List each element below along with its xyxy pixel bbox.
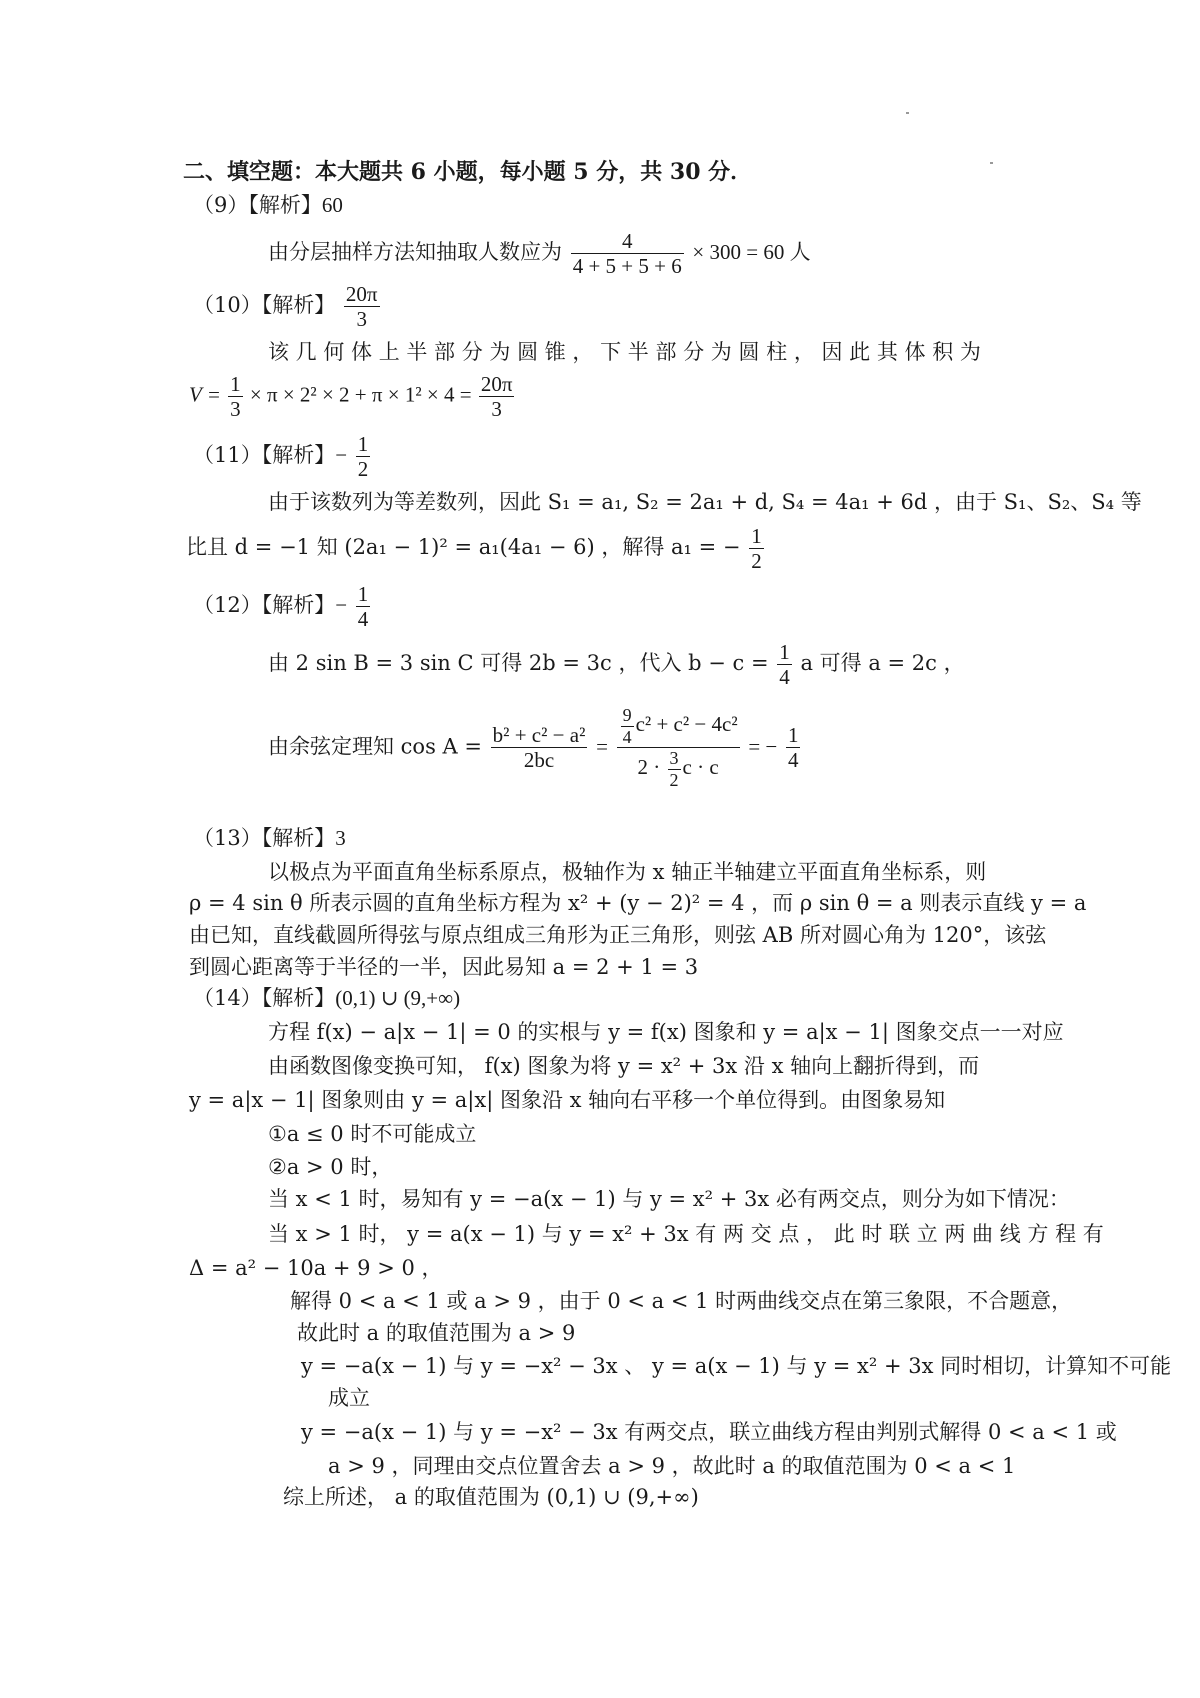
q14-line-15: 综上所述， a 的取值范围为 (0,1) ∪ (9,+∞)	[283, 1485, 699, 1509]
q10-volume-expression: × π × 2² × 2 + π × 1² × 4 =	[249, 382, 472, 407]
q11-text: 比且 d = −1 知 (2a₁ − 1)² = a₁(4a₁ − 6) ，解得 a₁ = −	[186, 535, 741, 560]
q12-line-2	[268, 705, 802, 791]
q10-fraction-2-numerator: 20π	[480, 372, 513, 396]
q12-fraction-1	[777, 640, 792, 689]
q12-result-sign: = −	[748, 734, 778, 759]
q14-line-11: y = −a(x − 1) 与 y = −x² − 3x 、 y = a(x − 1) 与 y = x² + 3x 同时相切，计算知不可能	[301, 1354, 1172, 1378]
q11-fraction-denominator: 2	[751, 549, 762, 574]
q12-three: 3	[669, 748, 679, 769]
q13-line-3: 由已知，直线截圆所得弦与原点组成三角形为正三角形，则弦 AB 所对圆心角为 120°，该弦	[189, 923, 1047, 947]
q11-fraction-numerator: 1	[751, 524, 762, 548]
q12-label: （12）【解析】	[193, 593, 336, 618]
q9-header	[193, 193, 343, 217]
section-title: 二、填空题：本大题共 6 小题，每小题 5 分，共 30 分．	[183, 159, 753, 185]
q12-fraction-4-denominator: 4	[787, 748, 799, 773]
q9-answer: 60	[321, 193, 343, 217]
q12-fraction-1-numerator: 1	[779, 640, 790, 664]
q9-fraction-denominator: 4 + 5 + 5 + 6	[572, 254, 682, 279]
q11-header	[193, 432, 372, 481]
q9-result: × 300 = 60 人	[692, 240, 811, 265]
q12-two: 2	[669, 770, 679, 791]
q10-line-2	[189, 372, 516, 421]
q14-line-6: 当 x < 1 时，易知有 y = −a(x − 1) 与 y = x² + 3x 必有两交点，则分为如下情况：	[268, 1187, 1070, 1211]
q10-v-prefix: V =	[189, 382, 221, 407]
q14-line-12: 成立	[328, 1386, 370, 1410]
q11-answer-sign: −	[335, 443, 348, 468]
q14-line-7: 当 x > 1 时， y = a(x − 1) 与 y = x² + 3x 有 两 交 点 ， 此 时 联 立 两 曲 线 方 程 有	[268, 1222, 1104, 1246]
q10-fraction-2	[479, 372, 515, 421]
q10-fraction-1-denominator: 3	[230, 397, 241, 422]
q14-line-4: ①a ≤ 0 时不可能成立	[268, 1122, 477, 1146]
q11-answer-fraction	[356, 432, 371, 481]
q12-answer-numerator: 1	[357, 582, 369, 606]
scan-speck	[990, 162, 993, 164]
q12-answer-sign: −	[335, 593, 348, 618]
q12-four: 4	[622, 726, 632, 747]
q12-cos-prefix: 由余弦定理知 cos A =	[268, 734, 482, 759]
q14-line-10: 故此时 a 的取值范围为 a > 9	[297, 1321, 576, 1345]
q12-fraction-2	[491, 723, 588, 772]
q12-fraction-4-numerator: 1	[787, 723, 799, 748]
q13-line-2: ρ = 4 sin θ 所表示圆的直角坐标方程为 x² + (y − 2)² = 4 ，而 ρ sin θ = a 则表示直线 y = a	[189, 891, 1087, 915]
q14-line-9: 解得 0 < a < 1 或 a > 9 ，由于 0 < a < 1 时两曲线交点在第三象限，不合题意，	[290, 1289, 1073, 1313]
q12-header	[193, 582, 372, 631]
q12-nine-quarters	[621, 705, 634, 747]
q9-fraction-numerator: 4	[571, 229, 684, 254]
q9-fraction	[571, 229, 684, 278]
q10-line-1: 该 几 何 体 上 半 部 分 为 圆 锥 ， 下 半 部 分 为 圆 柱 ， 因 此 其 体 积 为	[268, 340, 981, 364]
q10-answer-fraction	[344, 282, 380, 331]
q12-fraction-2-numerator: b² + c² − a²	[492, 723, 586, 748]
q11-label: （11）【解析】	[193, 443, 336, 468]
scan-speck	[906, 112, 909, 114]
q9-line	[268, 229, 811, 278]
q12-line-1	[268, 640, 965, 689]
q12-fraction-3-denominator	[617, 748, 740, 790]
q11-line-2	[186, 524, 766, 573]
q13-line-1: 以极点为平面直角坐标系原点，极轴作为 x 轴正半轴建立平面直角坐标系，则	[268, 860, 987, 884]
q11-line-1: 由于该数列为等差数列，因此 S₁ = a₁, S₂ = 2a₁ + d, S₄ = 4a₁ + 6d ，由于 S₁、S₂、S₄ 等	[268, 490, 1142, 514]
q13-label: （13）【解析】	[193, 826, 336, 850]
q10-label: （10）【解析】	[193, 293, 336, 318]
q9-label: （9）【解析】	[193, 193, 322, 217]
q14-line-1: 方程 f(x) − a|x − 1| = 0 的实根与 y = f(x) 图象和 y = a|x − 1| 图象交点一一对应	[268, 1020, 1064, 1044]
q14-line-5: ②a > 0 时，	[268, 1155, 393, 1179]
q12-c-dot-c: c · c	[682, 755, 719, 780]
q10-answer-denominator: 3	[356, 307, 367, 332]
q10-answer-numerator: 20π	[345, 282, 378, 306]
q14-label: （14）【解析】	[193, 986, 336, 1010]
q12-fraction-4	[786, 723, 801, 772]
q10-fraction-2-denominator: 3	[491, 397, 502, 422]
q14-line-3: y = a|x − 1| 图象则由 y = a|x| 图象沿 x 轴向右平移一个单位得到。由图象易知	[189, 1088, 946, 1112]
q12-answer-fraction	[356, 582, 371, 631]
q14-answer: (0,1) ∪ (9,+∞)	[335, 986, 461, 1010]
q12-fraction-3	[617, 705, 740, 791]
q12-nine: 9	[622, 705, 632, 725]
q12-three-halves	[668, 748, 681, 790]
q14-line-2: 由函数图像变换可知， f(x) 图象为将 y = x² + 3x 沿 x 轴向上翻折得到，而	[268, 1054, 980, 1078]
q11-fraction	[749, 524, 764, 573]
q14-line-14: a > 9 ，同理由交点位置舍去 a > 9 ，故此时 a 的取值范围为 0 < a < 1	[328, 1454, 1016, 1478]
q13-answer: 3	[335, 826, 346, 850]
q14-line-8: Δ = a² − 10a + 9 > 0 ，	[189, 1256, 443, 1280]
q12-answer-denominator: 4	[357, 607, 369, 632]
q12-two-dot: 2 ·	[637, 755, 661, 780]
q13-header	[193, 826, 346, 850]
q12-fraction-3-numerator-text: c² + c² − 4c²	[635, 712, 738, 736]
q9-text: 由分层抽样方法知抽取人数应为	[268, 240, 562, 265]
q14-line-13: y = −a(x − 1) 与 y = −x² − 3x 有两交点，联立曲线方程由判别式解得 0 < a < 1 或	[301, 1420, 1117, 1444]
q13-line-4: 到圆心距离等于半径的一半，因此易知 a = 2 + 1 = 3	[189, 955, 699, 979]
q12-equals: =	[596, 734, 608, 759]
q12-fraction-1-denominator: 4	[779, 665, 790, 690]
q12-fraction-2-denominator: 2bc	[523, 748, 555, 773]
q10-header	[193, 282, 382, 331]
q12-fraction-3-numerator	[617, 705, 740, 748]
q14-header	[193, 986, 460, 1010]
q11-answer-numerator: 1	[357, 432, 369, 456]
q10-fraction-1	[228, 372, 243, 421]
q11-answer-denominator: 2	[357, 457, 369, 482]
q12-text-1: 由 2 sin B = 3 sin C 可得 2b = 3c ，代入 b − c =	[268, 651, 769, 676]
q12-text-2: a 可得 a = 2c ，	[800, 651, 965, 676]
q10-fraction-1-numerator: 1	[230, 372, 241, 396]
